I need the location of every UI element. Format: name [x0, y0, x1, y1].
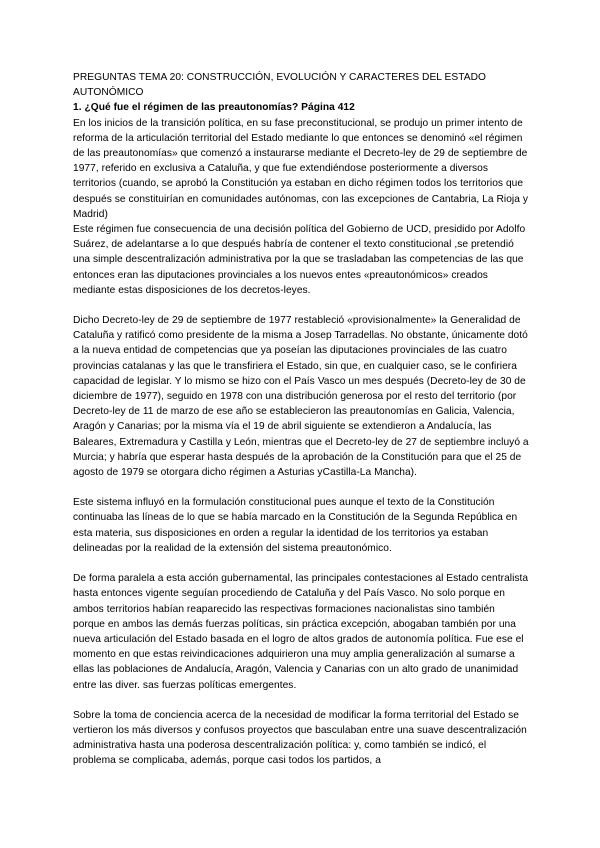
document-body [73, 70, 529, 769]
question-heading: 1. ¿Qué fue el régimen de las preautonomías? Página 412 [73, 102, 355, 114]
paragraph-5: De forma paralela a esta acción gubernamental, las principales contestaciones al Estado centralista hasta entonces vigente seguían procediendo de Cataluña y del País Vasco. No solo porque en ambos territorios habían reaparecido las respectivas formaciones nacionalistas sino también porque en ambos las demás fuerzas políticas, sin práctica excepción, abogaban también por una nueva articulación del Estado basada en el logro de altos grados de autonomía política. Fue ese el momento en que estas reivindicaciones adquirieron una muy amplia generalización al sumarse a ellas las poblaciones de Andalucía, Aragón, Valencia y Canarias con un alto grado de unanimidad entre las diver. sas fuerzas políticas emergentes. [73, 573, 529, 691]
paragraph-6: Sobre la toma de conciencia acerca de la necesidad de modificar la forma territorial del Estado se vertieron los más diversos y confusos proyectos que basculaban entre una suave descentralización administrativa hasta una poderosa descentralización política: y, como también se indicó, el problema se complicaba, además, porque casi todos los partidos, a [73, 709, 527, 767]
document-title: PREGUNTAS TEMA 20: CONSTRUCCIÓN, EVOLUCIÓN Y CARACTERES DEL ESTADO AUTONÓMICO [73, 72, 486, 99]
paragraph-2: Este régimen fue consecuencia de una decisión política del Gobierno de UCD, presidido por Adolfo Suárez, de adelantarse a lo que después habría de contener el texto constitucional ,se pretendió una simple descentralización administrativa por la que se trasladaban las competencias de las que entonces eran las diputaciones provinciales a los nuevos entes «preautonómicos» creados mediante estas disposiciones de los decretos-leyes. [73, 224, 526, 296]
paragraph-4: Este sistema influyó en la formulación constitucional pues aunque el texto de la Constitución continuaba las líneas de lo que se había marcado en la Constitución de la Segunda República en esta materia, sus disposiciones en orden a regular la identidad de los territorios ya estaban delineadas por la realidad de la extensión del sistema preautonómico. [73, 497, 518, 554]
paragraph-1: En los inicios de la transición política, en su fase preconstitucional, se produjo un primer intento de reforma de la articulación territorial del Estado mediante lo que entonces se denominó «el régimen de las preautonomías» que comenzó a instaurarse mediante el Decreto-ley de 29 de septiembre de 1977, referido en exclusiva a Cataluña, y que fue extendiéndose posteriormente a diversos territorios (cuando, se aprobó la Constitución ya estaban en dicho régimen todos los territorios que después se constituirían en comunidades autónomas, con las excepciones de Cantabria, La Rioja y Madrid) [73, 117, 528, 220]
paragraph-3: Dicho Decreto-ley de 29 de septiembre de 1977 restableció «provisionalmente» la Generalidad de Cataluña y ratificó como presidente de la misma a Josep Tarradellas. No obstante, únicamente dotó a la nueva entidad de competencias que ya poseían las diputaciones provinciales de las cuatro provincias catalanas y las que le transfiriera el Estado, sin que, en cualquier caso, se le confiriera capacidad de legislar. Y lo mismo se hizo con el País Vasco un mes después (Decreto-ley de 30 de diciembre de 1977), seguido en 1978 con una distribución generosa por el resto del territorio (por Decreto-ley de 11 de marzo de ese año se establecieron las preautonomías en Galicia, Valencia, Aragón y Canarias; por la misma vía el 19 de abril siguiente se extendieron a Andalucía, las Baleares, Extremadura y Castilla y León, mientras que el Decreto-ley de 27 de septiembre incluyó a Murcia; y habría que esperar hasta después de la aprobación de la Constitución para que el 25 de agosto de 1979 se otorgara dicho régimen a Asturias yCastilla-La Mancha). [73, 315, 529, 479]
